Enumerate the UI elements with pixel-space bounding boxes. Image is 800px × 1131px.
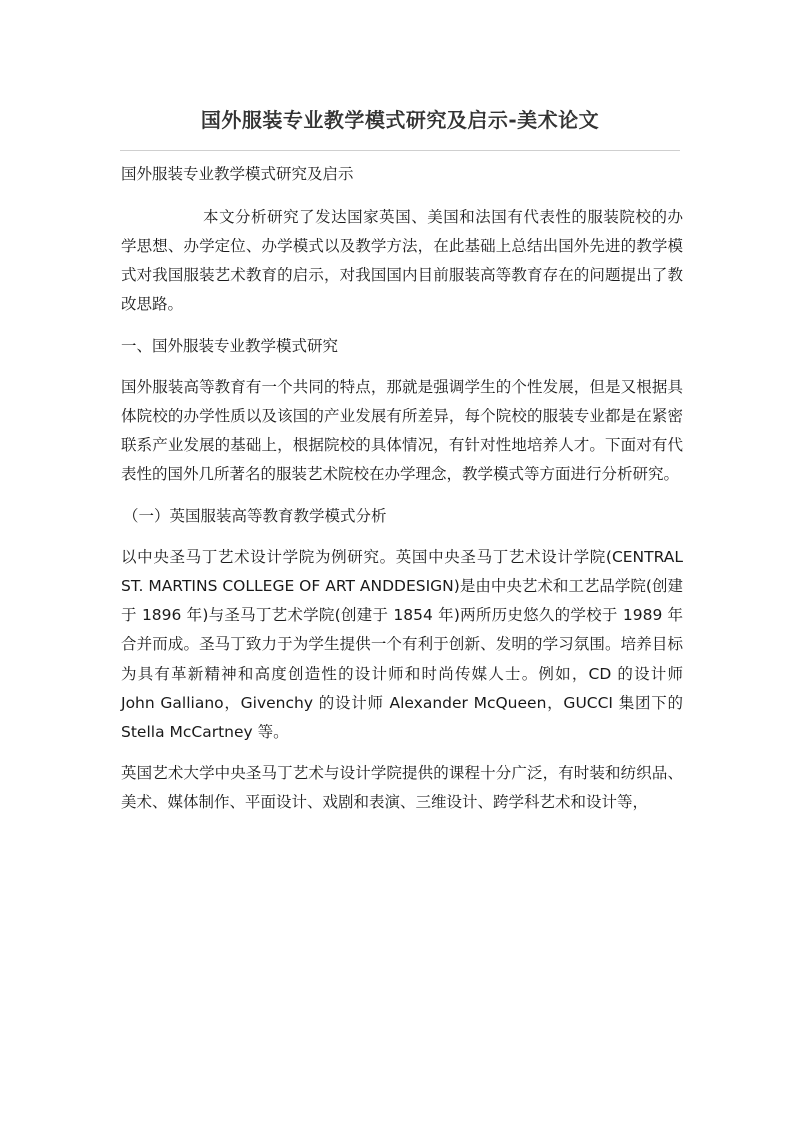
body-paragraph: 以中央圣马丁艺术设计学院为例研究。英国中央圣马丁艺术设计学院(CENTRAL ST. MARTINS COLLEGE OF ART ANDDESIGN)是由中央艺术和工艺品学院(创建于 1896 年)与圣马丁艺术学院(创建于 1854 年)两所历史悠久的学校于 1989 年合并而成。圣马丁致力于为学生提供一个有利于创新、发明的学习氛围。培养目标为具有革新精神和高度创造性的设计师和时尚传媒人士。例如，CD 的设计师 John Galliano，Givenchy 的设计师 Alexander McQueen，GUCCI 集团下的 Stella McCartney 等。 xyxy=(121,547,683,741)
subsection-heading: （一）英国服装高等教育教学模式分析 xyxy=(123,506,387,525)
title-divider xyxy=(120,150,680,151)
document-body xyxy=(121,160,683,830)
page-title: 国外服装专业教学模式研究及启示-美术论文 xyxy=(200,108,600,132)
section-heading: 一、国外服装专业教学模式研究 xyxy=(121,336,339,355)
abstract-paragraph: 本文分析研究了发达国家英国、美国和法国有代表性的服装院校的办学思想、办学定位、办学模式以及教学方法，在此基础上总结出国外先进的教学模式对我国服装艺术教育的启示，对我国国内目前服装高等教育存在的问题提出了教改思路。 xyxy=(121,207,683,314)
document-subtitle: 国外服装专业教学模式研究及启示 xyxy=(121,165,354,183)
body-paragraph: 国外服装高等教育有一个共同的特点，那就是强调学生的个性发展，但是又根据具体院校的办学性质以及该国的产业发展有所差异，每个院校的服装专业都是在紧密联系产业发展的基础上，根据院校的具体情况，有针对性地培养人才。下面对有代表性的国外几所著名的服装艺术院校在办学理念，教学模式等方面进行分析研究。 xyxy=(121,377,683,484)
body-paragraph: 英国艺术大学中央圣马丁艺术与设计学院提供的课程十分广泛，有时装和纺织品、美术、媒体制作、平面设计、戏剧和表演、三维设计、跨学科艺术和设计等， xyxy=(121,764,683,812)
